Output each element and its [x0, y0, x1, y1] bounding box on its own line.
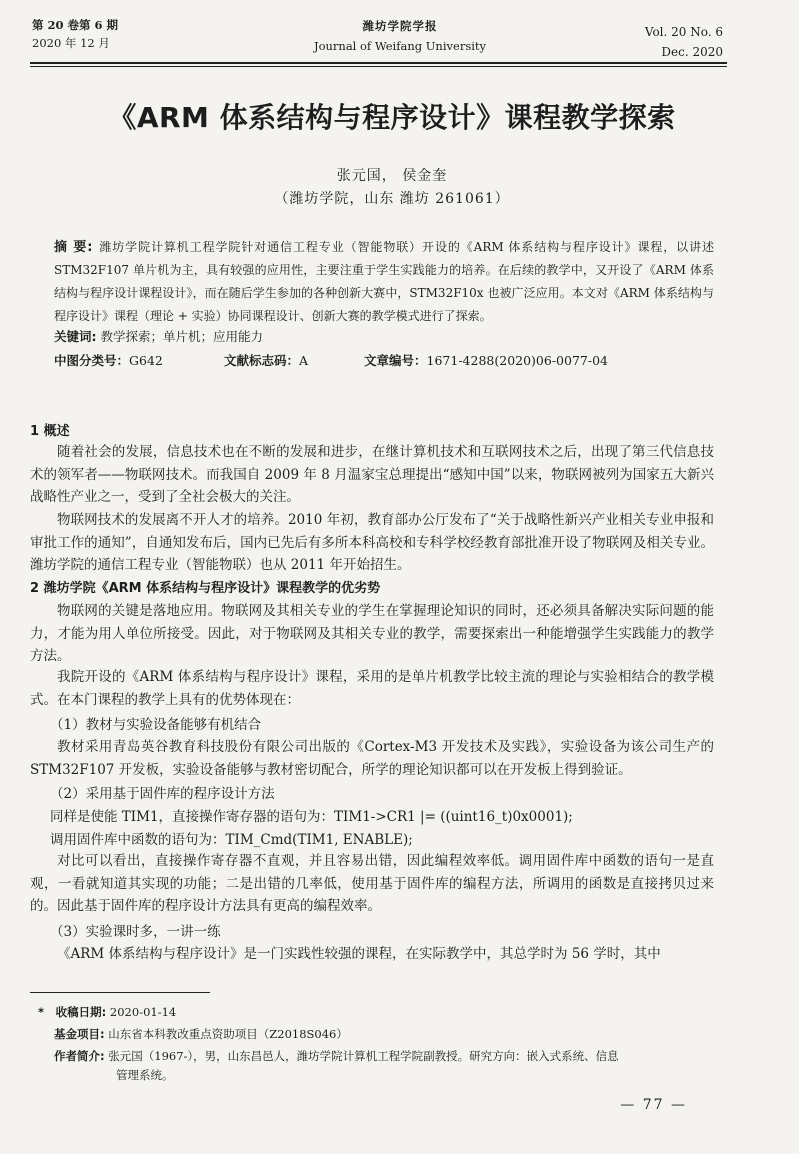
header-date-en: Dec. 2020: [661, 45, 723, 59]
article-no-label: 文章编号：: [364, 353, 427, 368]
clc-value: G642: [129, 353, 163, 368]
header-journal-en: Journal of Weifang University: [313, 39, 487, 53]
fund-label: 基金项目:: [54, 1027, 105, 1041]
footnote-star: *: [38, 1005, 45, 1019]
received-date: 2020-01-14: [109, 1005, 177, 1019]
keywords-label: 关键词:: [54, 329, 97, 344]
doc-code-value: A: [299, 353, 309, 368]
article-title: 《ARM 体系结构与程序设计》课程教学探索: [108, 101, 676, 134]
header-journal: [270, 16, 530, 56]
abstract-text: 潍坊学院计算机工程学院针对通信工程专业（智能物联）开设的《ARM 体系结构与程序设计》课程，以讲述 STM32F107 单片机为主，具有较强的应用性，主要注重于学生实践能力的培养。在后续的教学中，又开设了《ARM 体系结构与程序设计课程设计》，而在随后学生参加的各种创新大赛中，STM32F10x 也被广泛应用。本文对《ARM 体系结构与程序设计》课程（理论 + 实验）协同课程设计、创新大赛的教学模式进行了探索。: [54, 240, 714, 323]
paragraph-1: 随着社会的发展，信息技术也在不断的发展和进步，在继计算机技术和互联网技术之后，出现了第三代信息技术的领军者——物联网技术。而我国自 2009 年 8 月温家宝总理提出“感知中国”以来，物联网被列为国家五大新兴战略性产业之一，受到了全社会极大的关注。: [30, 444, 714, 505]
subheading-3: （3）实验课时多，一讲一练: [50, 924, 221, 940]
paragraph-3: 物联网的关键是落地应用。物联网及其相关专业的学生在掌握理论知识的同时，还必须具备解决实际问题的能力，才能为用人单位所接受。因此，对于物联网及其相关专业的教学，需要探索出一种能增强学生实践能力的教学方法。: [30, 603, 714, 664]
paragraph-2: 物联网技术的发展离不开人才的培养。2010 年初，教育部办公厅发布了“关于战略性新兴产业相关专业申报和审批工作的通知”，自通知发布后，国内已先后有多所本科高校和专科学校经教育部批准开设了物联网及相关专业。潍坊学院的通信工程专业（智能物联）也从 2011 年开始招生。: [30, 512, 714, 573]
subheading-1: （1）教材与实验设备能够有机结合: [50, 717, 262, 733]
header-volume: [32, 16, 118, 52]
header-date-cn: 2020 年 12 月: [32, 36, 110, 50]
header-volume-cn: 第 20 卷第 6 期: [32, 18, 119, 32]
paragraph-7: 《ARM 体系结构与程序设计》是一门实践性较强的课程，在实际教学中，其总学时为 56 学时，其中: [57, 946, 661, 962]
author-bio-label: 作者简介:: [54, 1049, 105, 1063]
header-rule-thin: [30, 66, 727, 67]
section-heading-2: 2 潍坊学院《ARM 体系结构与程序设计》课程教学的优劣势: [30, 581, 381, 596]
author-bio-line-2: 管理系统。: [116, 1068, 174, 1082]
article-affiliation: （潍坊学院，山东 潍坊 261061）: [274, 191, 510, 207]
footnote-fund: [54, 1023, 348, 1045]
header-volume-en: Vol. 20 No. 6: [644, 25, 723, 39]
section-heading-1: 1 概述: [30, 424, 70, 439]
classification-line: [54, 351, 714, 369]
keywords-text: 教学探索；单片机；应用能力: [100, 329, 263, 344]
abstract-label: 摘 要:: [54, 240, 93, 255]
received-label: 收稿日期:: [55, 1005, 107, 1019]
keywords: [54, 327, 263, 345]
header-volume-en-block: [645, 22, 723, 62]
footnote-received: [38, 1001, 176, 1023]
article-no-value: 1671-4288(2020)06-0077-04: [426, 353, 608, 368]
code-line-library: 调用固件库中函数的语句为：TIM_Cmd(TIM1, ENABLE);: [50, 832, 413, 848]
paragraph-5: 教材采用青岛英谷教育科技股份有限公司出版的《Cortex-M3 开发技术及实践》，实验设备为该公司生产的 STM32F107 开发板，实验设备能够与教材密切配合，所学的理论知识都可以在开发板上得到验证。: [30, 739, 714, 778]
header-rule: [30, 62, 727, 64]
footnote-author: [54, 1045, 619, 1067]
header-journal-cn: 潍坊学院学报: [362, 19, 438, 33]
abstract: [54, 236, 714, 328]
paragraph-4: 我院开设的《ARM 体系结构与程序设计》课程，采用的是单片机教学比较主流的理论与实验相结合的教学模式。在本门课程的教学上具有的优势体现在：: [30, 669, 714, 708]
paragraph-6: 对比可以看出，直接操作寄存器不直观，并且容易出错，因此编程效率低。调用固件库中函数的语句一是直观，一看就知道其实现的功能；二是出错的几率低，使用基于固件库的编程方法，所调用的函数是直接拷贝过来的。因此基于固件库的程序设计方法具有更高的编程效率。: [30, 853, 714, 914]
author-bio-line-1: 张元国（1967-），男，山东昌邑人，潍坊学院计算机工程学院副教授。研究方向：嵌入式系统、信息: [108, 1049, 619, 1063]
page-number: — 77 —: [620, 1097, 687, 1113]
footnote-rule: [30, 992, 210, 993]
subheading-2: （2）采用基于固件库的程序设计方法: [50, 786, 275, 802]
doc-code-label: 文献标志码：: [224, 353, 300, 368]
article-authors: 张元国， 侯金奎: [336, 168, 448, 184]
clc-label: 中图分类号：: [54, 353, 130, 368]
fund-text: 山东省本科教改重点资助项目（Z2018S046）: [108, 1027, 348, 1041]
code-line-register: 同样是使能 TIM1，直接操作寄存器的语句为：TIM1->CR1 |= ((uint16_t)0x0001);: [50, 809, 573, 825]
